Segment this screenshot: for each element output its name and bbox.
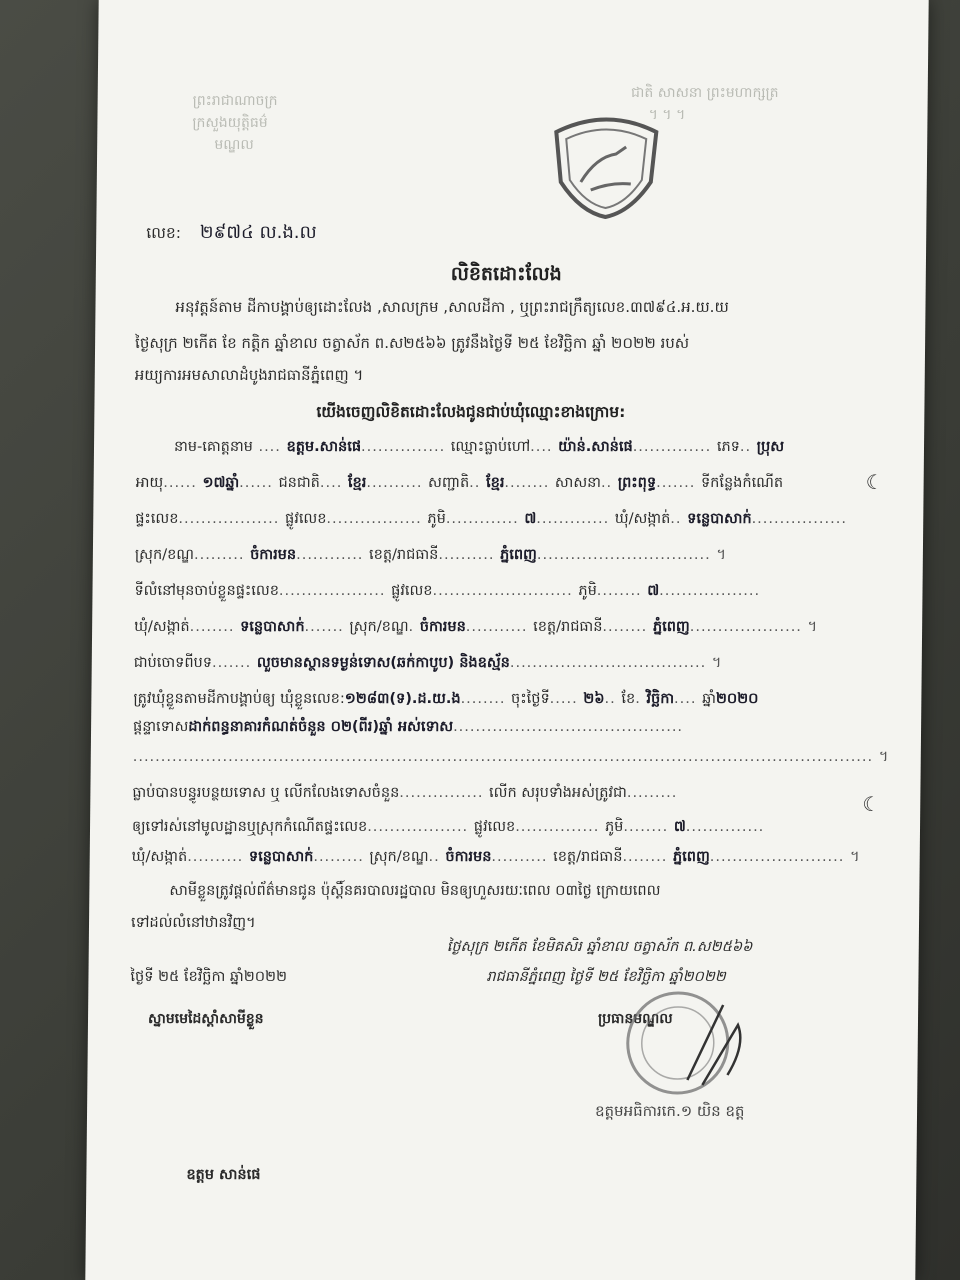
reduction-unit: លើក សរុបទាំងអស់ត្រូវជា [489,785,627,801]
nationality-value: ខ្មែរ [485,475,505,491]
residence-district-value: ចំការមន [419,619,466,635]
closing-line-1: សាមីខ្លួនត្រូវផ្តល់ព័ត៌មានជូន ប៉ុស្តិ៍នគរបាលរដ្ឋបាល មិនឲ្យហួសរយៈពេល ០៣ថ្ងៃ ក្រោយពេល [169,883,661,899]
district-label: ស្រុក/ខណ្ឌ [134,547,195,563]
bleed-through-text-right: ជាតិ សាសនា ព្រះមហាក្សត្រ ។ ។ ។ [617,85,779,123]
return-district-label: ស្រុក/ខណ្ឌ [369,849,429,865]
return-village-value: ៧ [673,819,686,835]
closing-line-2: ទៅដល់លំនៅឋានវិញ។ [130,915,256,931]
release-document [85,0,928,1280]
signee-name: ឧត្តម សាន់ផេ [186,1167,261,1183]
nationality-label: សញ្ជាតិ [427,475,470,491]
date-label: ចុះថ្ងៃទី [511,691,550,707]
province-label: ខេត្ត/រាជធានី [368,547,439,563]
name-label: នាម-គោត្តនាម [173,439,253,455]
row-age: អាយុ...... ១៧ឆ្នាំ...... ជនជាតិ.... ខ្មែរ.......... សញ្ជាតិ.. ខ្មែរ........ សាសនា.. ព្រះពុទ្ធ....... ទីកន្លែងកំណើត [135,475,784,491]
religion-label: សាសនា [554,475,602,491]
sentence-value: ដាក់ពន្ធនាគារកំណត់ចំនួន ០២(ពីរ)ឆ្នាំ អស់ទោស [188,719,454,735]
row-residence: ទីលំនៅមុនចាប់ខ្លួនផ្ទះលេខ................... ផ្លូវលេខ......................... ភូមិ........ ៧.................. [134,583,761,599]
document-subtitle: យើងចេញលិខិតដោះលែងជូនជាប់ឃុំឈ្មោះខាងក្រោម: [316,403,626,421]
sentence-label: ផ្តន្ទាទោស [133,719,189,735]
row-residence-2: ឃុំ/សង្កាត់........ ទន្លេបាសាក់....... ស្រុក/ខណ្ឌ. ចំការមន........... ខេត្ត/រាជធានី........ ភ្នំពេញ.................... ។ [134,619,819,635]
residence-commune-value: ទន្លេបាសាក់ [240,619,305,635]
ethnicity-label: ជនជាតិ [278,475,320,491]
age-value: ១៧ឆ្នាំ [202,475,240,491]
village-label: ភូមិ [427,511,446,527]
residence-village-label: ភូមិ [578,583,597,599]
residence-province-label: ខេត្ត/រាជធានី [533,619,603,635]
date-day: ២៦ [583,691,605,707]
row-address-2: ស្រុក/ខណ្ឌ......... ចំការមន............ ខេត្ត/រាជធានី.......... ភ្នំពេញ............................... ។ [134,547,728,563]
director-label: ប្រធានមណ្ឌល [597,1011,673,1027]
preamble-line-2: ថ្ងៃសុក្រ ២កើត ខែ កត្តិក ឆ្នាំខាល ចត្វាស័ក ព.ស២៥៦៦ ត្រូវនឹងថ្ងៃទី ២៥ ខែវិច្ឆិកា ឆ្នាំ ២០២២ របស់ [135,334,690,352]
return-commune-label: ឃុំ/សង្កាត់ [131,849,188,865]
row-return: ឲ្យទៅរស់នៅមូលដ្ឋានឬស្រុកកំណើតផ្ទះលេខ.................. ផ្លូវលេខ............... ភូមិ........ ៧.............. [131,819,765,835]
return-province-value: ភ្នំពេញ [672,849,710,865]
residence-street-label: ផ្លូវលេខ [391,583,433,599]
house-label: ផ្ទះលេខ [135,511,179,527]
name-value: ឧត្តម.សាន់ផេ [286,439,362,455]
alias-label: ឈ្មោះធ្លាប់ហៅ [450,439,531,455]
village-value: ៧ [524,511,537,527]
official-stamp-icon [617,985,758,1105]
detained-label: ត្រូវឃុំខ្លួនតាមដីកាបង្គាប់ឲ្យ ឃុំខ្លួនលេខ: [133,691,345,707]
document-title: លិខិតដោះលែង [450,263,562,285]
residence-label: ទីលំនៅមុនចាប់ខ្លួនផ្ទះលេខ [134,583,280,599]
row-address-1: ផ្ទះលេខ.................. ផ្លូវលេខ................. ភូមិ............. ៧............. ឃុំ/សង្កាត់.. ទន្លេបាសាក់................. [135,511,848,527]
commune-value: ទន្លេបាសាក់ [687,511,752,527]
sex-value: ប្រុស [756,439,785,455]
commune-label: ឃុំ/សង្កាត់ [614,511,671,527]
thumbprint-label: ស្នាមមេដៃស្តាំសាមីខ្លួន [147,1011,264,1027]
district-value: ចំការមន [250,547,297,563]
charge-label: ជាប់ចោទពីបទ [133,655,213,671]
ethnicity-value: ខ្មែរ [347,475,367,491]
hole-punch-icon: ☾ [865,470,884,494]
return-district-value: ចំការមន [445,849,492,865]
residence-commune-label: ឃុំ/សង្កាត់ [134,619,190,635]
date-month-label: ខែ [621,691,636,707]
preamble-line-3: អយ្យការអមសាលាដំបូងរាជធានីភ្នំពេញ ។ [134,366,364,384]
bleed-through-text: ព្រះរាជាណាចក្រ ក្រសួងយុត្តិធម៌​​​​​​​ មណ្ឌល [192,93,278,153]
return-province-label: ខេត្ត/រាជធានី [553,849,623,865]
reduction-label: ធ្លាប់បានបន្ធូរបន្ថយទោស ឬ លើកលែងទោសចំនួន [132,785,400,801]
row-return-2: ឃុំ/សង្កាត់.......... ទន្លេបាសាក់......... ស្រុក/ខណ្ឌ.. ចំការមន.......... ខេត្ត/រាជធានី........ ភ្នំពេញ........................ ។ [131,849,861,865]
footer-lunar-date: ថ្ងៃសុក្រ ២កើត ខែមិគសិរ ឆ្នាំខាល ចត្វាស័ក ព.ស២៥៦៦ [446,939,753,955]
emblem-icon [540,112,671,222]
religion-value: ព្រះពុទ្ធ [617,475,657,491]
charge-value: លួចមានស្ថានទម្ងន់ទោស(ឆក់កាបូប) និងឧស្ម័ន [256,655,510,671]
sex-label: ភេទ [716,439,740,455]
return-street-label: ផ្លូវលេខ [473,819,516,835]
hole-punch-icon-2: ☾ [862,792,881,816]
age-label: អាយុ [135,475,164,491]
footer-place-date: រាជធានីភ្នំពេញ ថ្ងៃទី ២៥ ខែវិច្ឆិកា ឆ្នាំ២០២២ [486,969,726,985]
preamble-line-1: អនុវត្តន៍តាម ដីកាបង្គាប់ឲ្យដោះលែង ,សាលក្រម ,សាលដីកា , ឬព្រះរាជក្រឹត្យលេខ.៣៧៩៤.អ.យ.យ [175,298,729,316]
officer-name: ឧត្តមអធិការកេ.១ យិន ឧត្ត [594,1102,745,1120]
document-number [146,222,317,244]
row-sentence-continuation: .................................................................................................................................... ។ [132,749,890,765]
date-year-label: ឆ្នាំ [702,691,717,707]
return-village-label: ភូមិ [604,819,624,835]
return-commune-value: ទន្លេបាសាក់ [248,849,314,865]
date-month: វិច្ឆិកា [646,691,675,707]
alias-value: យ៉ាន់.សាន់ផេ [558,439,633,455]
residence-village-value: ៧ [647,583,660,599]
row-charge: ជាប់ចោទពីបទ....... លួចមានស្ថានទម្ងន់ទោស(ឆក់កាបូប) និងឧស្ម័ន................................... ។ [133,655,723,671]
number-label: លេខ: [146,224,182,242]
province-value: ភ្នំពេញ [500,547,538,563]
row-name: នាម-គោត្តនាម .... ឧត្តម.សាន់ផេ............... ឈ្មោះធ្លាប់ហៅ.... យ៉ាន់.សាន់ផេ.............. ភេទ.. ប្រុស [173,439,785,455]
return-label: ឲ្យទៅរស់នៅមូលដ្ឋានឬស្រុកកំណើតផ្ទះលេខ [131,819,368,835]
footer-left-date: ថ្ងៃទី ២៥ ខែវិច្ឆិកា ឆ្នាំ២០២២ [130,969,288,985]
date-year: ២០២០ [715,691,759,707]
row-sentence: ផ្តន្ទាទោសដាក់ពន្ធនាគារកំណត់ចំនួន ០២(ពីរ)ឆ្នាំ អស់ទោស......................................... [133,719,684,735]
row-reduction: ធ្លាប់បានបន្ធូរបន្ថយទោស ឬ លើកលែងទោសចំនួន............... លើក សរុបទាំងអស់ត្រូវជា......... [132,785,678,801]
residence-district-label: ស្រុក/ខណ្ឌ [349,619,409,635]
residence-province-value: ភ្នំពេញ [652,619,690,635]
number-value: ២៩៧៤ ល.ង.ល [199,222,317,243]
detained-value: ១២៨៣(ទ).ដ.យ.ង [344,691,461,707]
birthplace-label: ទីកន្លែងកំណើត [700,475,784,491]
row-detention: ត្រូវឃុំខ្លួនតាមដីកាបង្គាប់ឲ្យ ឃុំខ្លួនលេខ:១២៨៣(ទ).ដ.យ.ង........ ចុះថ្ងៃទី..... ២៦.. ខែ. វិច្ឆិកា.... ឆ្នាំ២០២០ [133,691,759,707]
street-label: ផ្លូវលេខ [284,511,327,527]
